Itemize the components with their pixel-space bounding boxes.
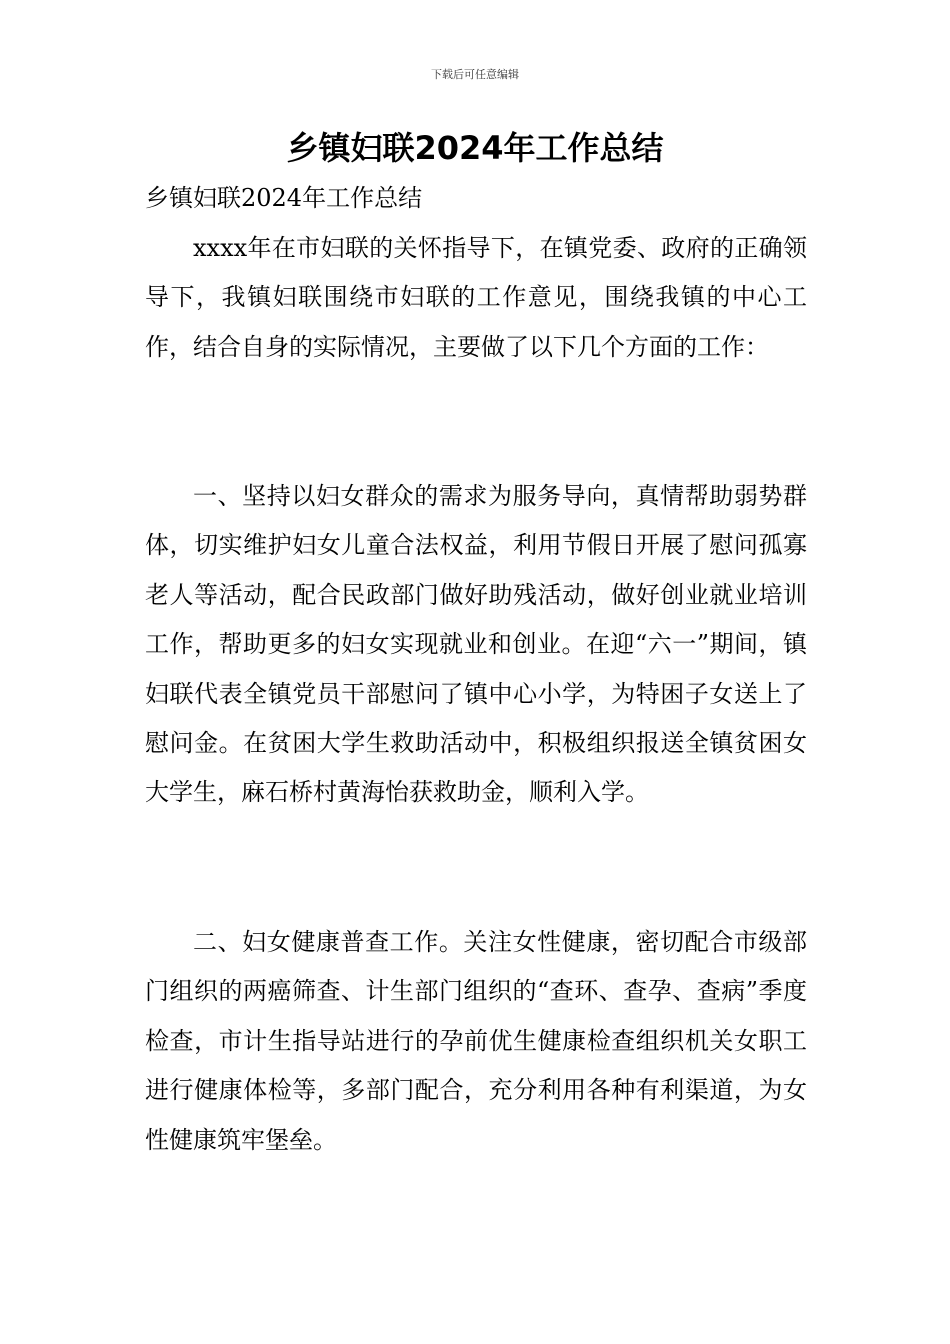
document-title: 乡镇妇联2024年工作总结: [286, 129, 664, 167]
header-note: 下载后可任意编辑: [431, 68, 519, 81]
paragraph-section-one: 一、坚持以妇女群众的需求为服务导向，真情帮助弱势群体，切实维护妇女儿童合法权益，利用节假日开展了慰问孤寡老人等活动，配合民政部门做好助残活动，做好创业就业培训工作，帮助更多的妇女实现就业和创业。在迎“六一”期间，镇妇联代表全镇党员干部慰问了镇中心小学，为特困子女送上了慰问金。在贫困大学生救助活动中，积极组织报送全镇贫困女大学生，麻石桥村黄海怡获救助金，顺利入学。: [145, 482, 807, 807]
document-subtitle: 乡镇妇联2024年工作总结: [145, 184, 423, 212]
paragraph-intro: xxxx年在市妇联的关怀指导下，在镇党委、政府的正确领导下，我镇妇联围绕市妇联的工作意见，围绕我镇的中心工作，结合自身的实际情况，主要做了以下几个方面的工作：: [145, 234, 807, 361]
paragraph-section-two: 二、妇女健康普查工作。关注女性健康，密切配合市级部门组织的两癌筛查、计生部门组织的“查环、查孕、查病”季度检查，市计生指导站进行的孕前优生健康检查组织机关女职工进行健康体检等，多部门配合，充分利用各种有利渠道，为女性健康筑牢堡垒。: [145, 928, 807, 1154]
